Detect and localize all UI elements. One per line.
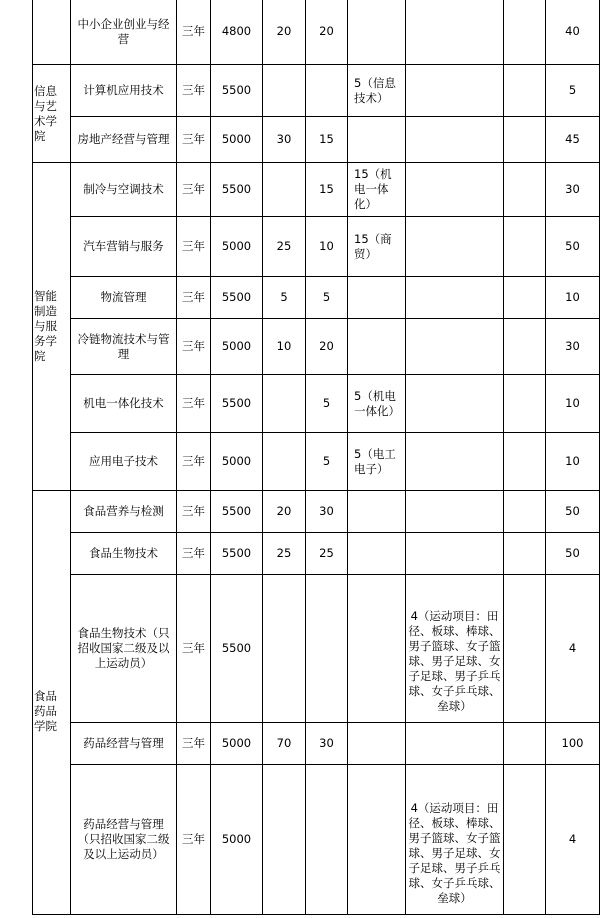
fee-cell: 5000 xyxy=(211,723,263,765)
athlete-note-cell xyxy=(406,533,504,575)
table-row xyxy=(33,319,600,375)
table-row xyxy=(33,277,600,319)
athlete-note-cell xyxy=(406,217,504,277)
total-cell: 10 xyxy=(546,375,600,433)
major-cell: 制冷与空调技术 xyxy=(71,163,177,217)
extra-cell xyxy=(504,765,546,915)
count-cell-2: 30 xyxy=(306,723,348,765)
count-cell-1 xyxy=(263,433,306,491)
total-cell: 50 xyxy=(546,217,600,277)
total-cell: 5 xyxy=(546,65,600,117)
major-cell: 冷链物流技术与管理 xyxy=(71,319,177,375)
note-cell xyxy=(348,319,406,375)
note-cell xyxy=(348,765,406,915)
count-cell-1: 25 xyxy=(263,533,306,575)
count-cell-1: 25 xyxy=(263,217,306,277)
athlete-note-cell xyxy=(406,375,504,433)
fee-cell: 5500 xyxy=(211,277,263,319)
count-cell-2: 5 xyxy=(306,433,348,491)
duration-cell: 三年 xyxy=(177,491,211,533)
count-cell-2 xyxy=(306,65,348,117)
extra-cell xyxy=(504,65,546,117)
athlete-note-cell xyxy=(406,117,504,163)
count-cell-2: 30 xyxy=(306,491,348,533)
fee-cell: 5000 xyxy=(211,433,263,491)
count-cell-2 xyxy=(306,575,348,723)
fee-cell: 5500 xyxy=(211,575,263,723)
fee-cell: 4800 xyxy=(211,0,263,65)
count-cell-1: 20 xyxy=(263,491,306,533)
duration-cell: 三年 xyxy=(177,217,211,277)
duration-cell: 三年 xyxy=(177,533,211,575)
note-cell: 5（机电一体化） xyxy=(348,375,406,433)
athlete-note-cell: 4（运动项目：田径、板球、棒球、男子篮球、女子篮球、男子足球、女子足球、男子乒乓球、女子乒乓球、垒球） xyxy=(406,575,504,723)
note-cell xyxy=(348,533,406,575)
table-row xyxy=(33,765,600,915)
athlete-note-cell xyxy=(406,491,504,533)
extra-cell xyxy=(504,533,546,575)
count-cell-1 xyxy=(263,765,306,915)
note-cell: 5（电工电子） xyxy=(348,433,406,491)
duration-cell: 三年 xyxy=(177,319,211,375)
fee-cell: 5500 xyxy=(211,163,263,217)
table-row xyxy=(33,163,600,217)
college-cell: 信息与艺术学院 xyxy=(33,65,71,163)
table-row xyxy=(33,117,600,163)
major-cell: 食品生物技术 xyxy=(71,533,177,575)
count-cell-1 xyxy=(263,163,306,217)
duration-cell: 三年 xyxy=(177,163,211,217)
athlete-note-cell xyxy=(406,277,504,319)
major-cell: 房地产经营与管理 xyxy=(71,117,177,163)
fee-cell: 5000 xyxy=(211,117,263,163)
note-cell xyxy=(348,277,406,319)
total-cell: 10 xyxy=(546,433,600,491)
college-cell: 食品药品学院 xyxy=(33,491,71,915)
table-row xyxy=(33,723,600,765)
fee-cell: 5000 xyxy=(211,217,263,277)
duration-cell: 三年 xyxy=(177,375,211,433)
total-cell: 30 xyxy=(546,163,600,217)
major-cell: 药品经营与管理 xyxy=(71,723,177,765)
duration-cell: 三年 xyxy=(177,65,211,117)
total-cell: 4 xyxy=(546,575,600,723)
extra-cell xyxy=(504,319,546,375)
count-cell-1 xyxy=(263,65,306,117)
count-cell-1 xyxy=(263,575,306,723)
table-row xyxy=(33,491,600,533)
fee-cell: 5000 xyxy=(211,765,263,915)
total-cell: 50 xyxy=(546,533,600,575)
total-cell: 100 xyxy=(546,723,600,765)
major-cell: 汽车营销与服务 xyxy=(71,217,177,277)
duration-cell: 三年 xyxy=(177,433,211,491)
table-body xyxy=(33,0,600,915)
fee-cell: 5500 xyxy=(211,491,263,533)
extra-cell xyxy=(504,375,546,433)
extra-cell xyxy=(504,723,546,765)
count-cell-2: 20 xyxy=(306,0,348,65)
count-cell-1: 30 xyxy=(263,117,306,163)
major-cell: 中小企业创业与经营 xyxy=(71,0,177,65)
total-cell: 10 xyxy=(546,277,600,319)
count-cell-1: 5 xyxy=(263,277,306,319)
duration-cell: 三年 xyxy=(177,575,211,723)
athlete-note-cell xyxy=(406,65,504,117)
count-cell-1: 10 xyxy=(263,319,306,375)
athlete-note-cell xyxy=(406,0,504,65)
count-cell-1: 70 xyxy=(263,723,306,765)
extra-cell xyxy=(504,491,546,533)
note-cell: 5（信息技术） xyxy=(348,65,406,117)
major-cell: 食品营养与检测 xyxy=(71,491,177,533)
note-cell xyxy=(348,0,406,65)
college-cell xyxy=(33,0,71,65)
duration-cell: 三年 xyxy=(177,0,211,65)
athlete-note-cell xyxy=(406,723,504,765)
note-cell: 15（机电一体化） xyxy=(348,163,406,217)
fee-cell: 5500 xyxy=(211,375,263,433)
table-row xyxy=(33,575,600,723)
count-cell-2: 25 xyxy=(306,533,348,575)
extra-cell xyxy=(504,277,546,319)
extra-cell xyxy=(504,575,546,723)
note-cell xyxy=(348,491,406,533)
count-cell-2: 10 xyxy=(306,217,348,277)
enrollment-table xyxy=(32,0,600,915)
table-row xyxy=(33,0,600,65)
fee-cell: 5500 xyxy=(211,533,263,575)
note-cell xyxy=(348,117,406,163)
duration-cell: 三年 xyxy=(177,765,211,915)
extra-cell xyxy=(504,163,546,217)
total-cell: 45 xyxy=(546,117,600,163)
major-cell: 物流管理 xyxy=(71,277,177,319)
note-cell xyxy=(348,575,406,723)
table-row xyxy=(33,375,600,433)
table-row xyxy=(33,217,600,277)
extra-cell xyxy=(504,433,546,491)
count-cell-2: 20 xyxy=(306,319,348,375)
major-cell: 食品生物技术（只招收国家二级及以上运动员） xyxy=(71,575,177,723)
total-cell: 50 xyxy=(546,491,600,533)
total-cell: 40 xyxy=(546,0,600,65)
athlete-note-cell xyxy=(406,433,504,491)
count-cell-2 xyxy=(306,765,348,915)
athlete-note-cell xyxy=(406,319,504,375)
count-cell-1 xyxy=(263,375,306,433)
count-cell-2: 5 xyxy=(306,375,348,433)
extra-cell xyxy=(504,117,546,163)
count-cell-2: 15 xyxy=(306,117,348,163)
fee-cell: 5000 xyxy=(211,319,263,375)
athlete-note-cell: 4（运动项目：田径、板球、棒球、男子篮球、女子篮球、男子足球、女子足球、男子乒乓球、女子乒乓球、垒球） xyxy=(406,765,504,915)
count-cell-2: 15 xyxy=(306,163,348,217)
major-cell: 计算机应用技术 xyxy=(71,65,177,117)
duration-cell: 三年 xyxy=(177,277,211,319)
major-cell: 应用电子技术 xyxy=(71,433,177,491)
note-cell xyxy=(348,723,406,765)
total-cell: 4 xyxy=(546,765,600,915)
college-cell: 智能制造与服务学院 xyxy=(33,163,71,491)
note-cell: 15（商贸） xyxy=(348,217,406,277)
count-cell-1: 20 xyxy=(263,0,306,65)
major-cell: 机电一体化技术 xyxy=(71,375,177,433)
extra-cell xyxy=(504,0,546,65)
duration-cell: 三年 xyxy=(177,117,211,163)
extra-cell xyxy=(504,217,546,277)
table-row xyxy=(33,533,600,575)
total-cell: 30 xyxy=(546,319,600,375)
table-row xyxy=(33,65,600,117)
duration-cell: 三年 xyxy=(177,723,211,765)
table-row xyxy=(33,433,600,491)
count-cell-2: 5 xyxy=(306,277,348,319)
fee-cell: 5500 xyxy=(211,65,263,117)
athlete-note-cell xyxy=(406,163,504,217)
major-cell: 药品经营与管理（只招收国家二级及以上运动员） xyxy=(71,765,177,915)
